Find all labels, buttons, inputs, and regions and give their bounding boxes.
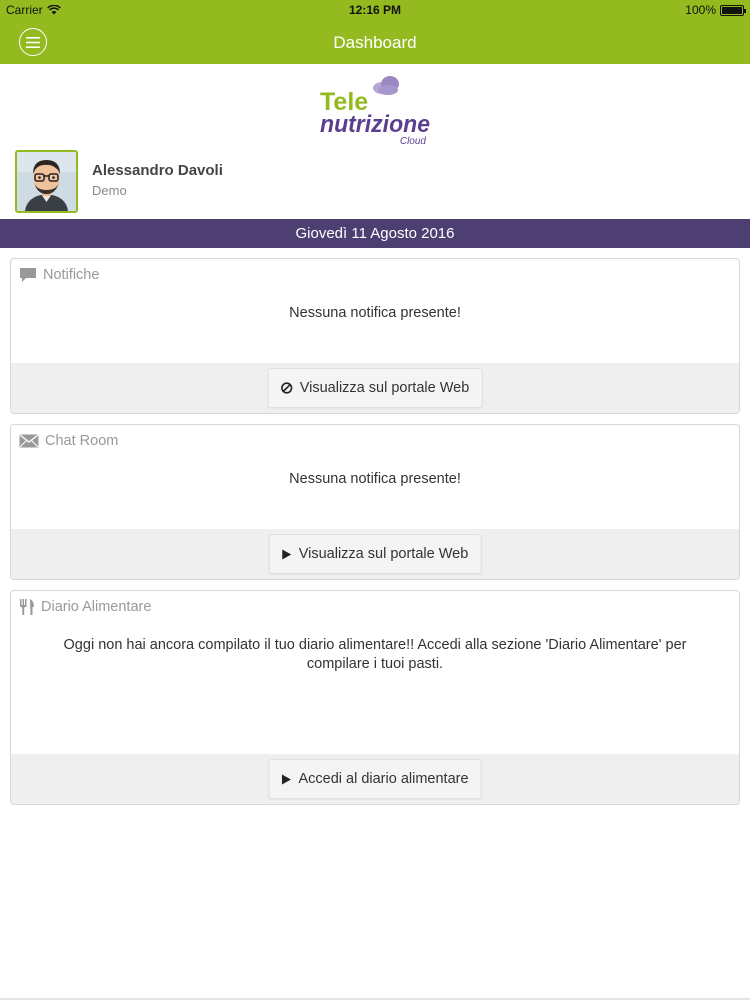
logo-line2: nutrizione	[320, 111, 430, 138]
card-header	[19, 267, 99, 283]
button-label: Accedi al diario alimentare	[298, 771, 469, 787]
view-web-portal-button[interactable]	[268, 368, 483, 408]
card-title: Notifiche	[43, 267, 100, 283]
telenutrizione-logo	[318, 74, 432, 146]
logo-line3: Cloud	[399, 136, 426, 146]
button-label: Visualizza sul portale Web	[298, 546, 469, 562]
status-bar	[0, 0, 750, 20]
battery-icon	[720, 5, 744, 16]
notifications-card	[10, 258, 740, 414]
speech-bubble-icon	[19, 267, 37, 283]
battery-percent: 100%	[685, 3, 716, 17]
logo-line1: Tele	[320, 88, 369, 116]
card-header	[19, 433, 118, 449]
avatar-portrait	[17, 152, 76, 211]
card-footer	[11, 529, 739, 579]
button-label: Visualizza sul portale Web	[299, 380, 470, 396]
card-header	[19, 599, 151, 615]
play-icon	[281, 774, 291, 785]
battery-indicator	[685, 3, 744, 17]
play-icon	[282, 549, 292, 560]
view-web-portal-button[interactable]	[269, 534, 482, 574]
date-bar: Giovedì 11 Agosto 2016	[0, 219, 750, 248]
chat-room-card	[10, 424, 740, 580]
ban-icon	[281, 382, 293, 394]
card-footer	[11, 363, 739, 413]
status-time: 12:16 PM	[348, 3, 402, 17]
page-title: Dashboard	[333, 33, 417, 52]
food-diary-card	[10, 590, 740, 805]
user-role: Demo	[92, 183, 127, 198]
fork-knife-icon	[19, 599, 35, 615]
card-message: Nessuna notifica presente!	[289, 305, 461, 321]
card-message: Oggi non hai ancora compilato il tuo diario alimentare!! Accedi alla sezione 'Diario Alimentare' per compilare i tuoi pasti.	[63, 637, 687, 672]
card-message: Nessuna notifica presente!	[289, 471, 461, 487]
envelope-icon	[19, 434, 39, 448]
user-profile	[0, 150, 750, 216]
card-footer	[11, 754, 739, 804]
avatar[interactable]	[15, 150, 78, 213]
cloud-icon	[373, 76, 399, 95]
carrier-label: Carrier	[6, 3, 43, 17]
nav-bar	[0, 20, 750, 64]
card-title: Diario Alimentare	[41, 599, 152, 615]
card-title: Chat Room	[45, 433, 119, 449]
battery-fill	[722, 7, 742, 14]
user-name: Alessandro Davoli	[92, 162, 223, 179]
open-food-diary-button[interactable]	[268, 759, 481, 799]
